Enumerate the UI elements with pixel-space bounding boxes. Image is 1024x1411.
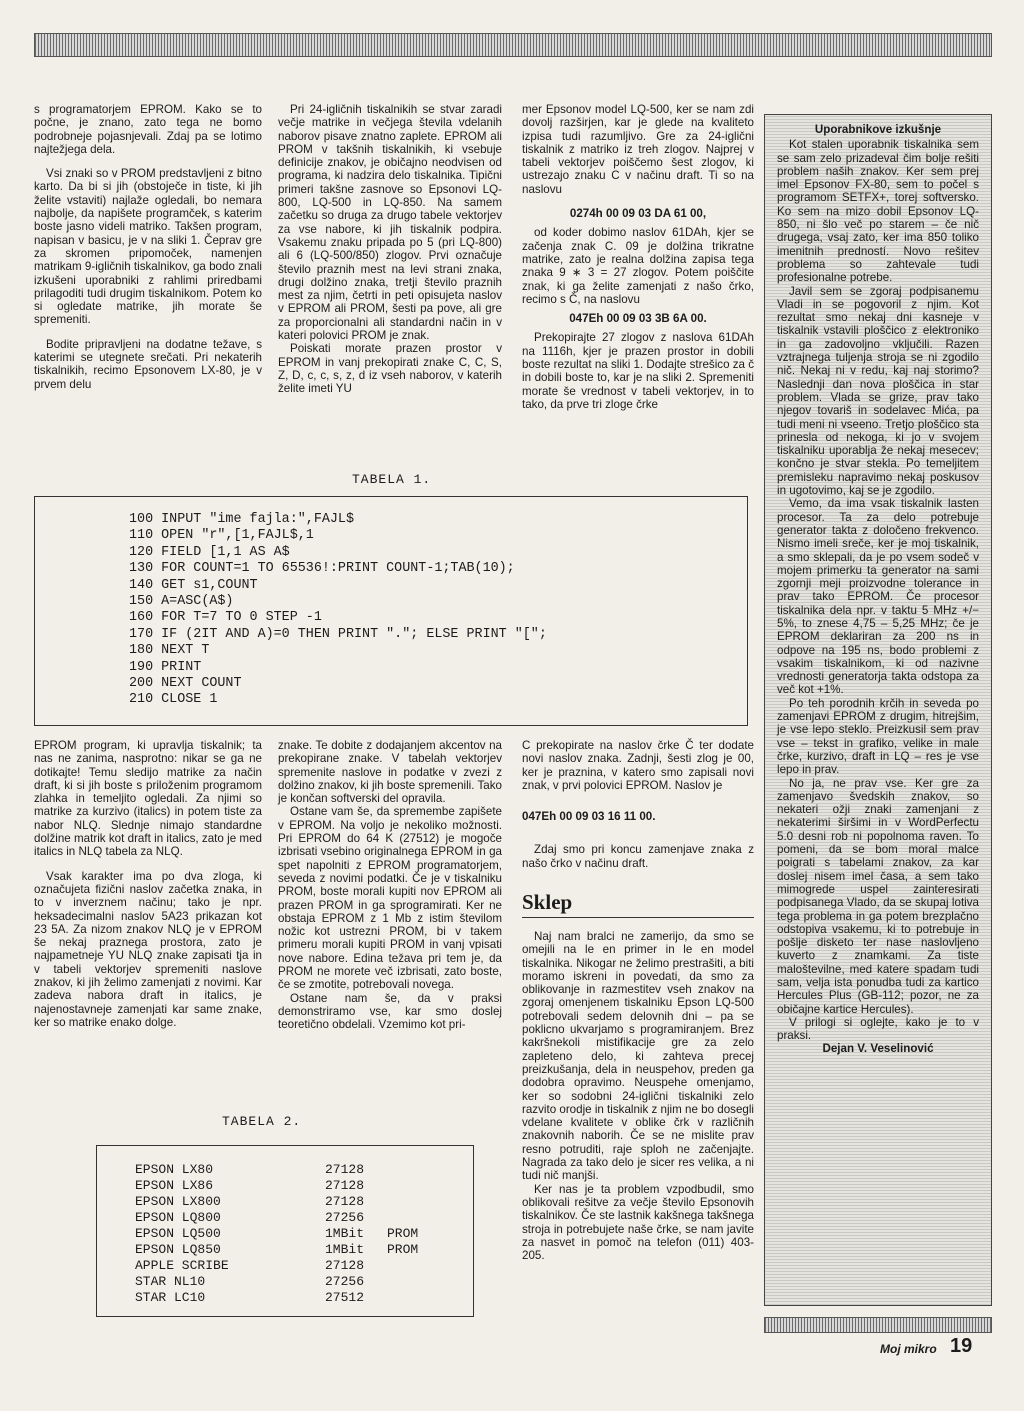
hex-code-line: 047Eh 00 09 03 3B 6A 00. — [569, 312, 707, 326]
code-line: 130 FOR COUNT=1 TO 65536!:PRINT COUNT-1;TAB(10); — [129, 561, 515, 577]
code-line: 120 FIELD [1,1 AS A$ — [129, 544, 290, 560]
basic-listing — [129, 512, 547, 709]
code-line: 110 OPEN "r",[1,FAJL$,1 — [129, 528, 314, 544]
sidebar-paragraph: Javil sem se zgoraj podpisanemu Vladi in se pogovoril z njim. Kot rezultat smo nekaj dni kasneje v tiskalnik vstavili ploščico z elektroniko in ga zadovoljno vključili. Razen vztrajnega tuljenja stroja se ni zgodilo nič. Nekaj ni v redu, kaj naj storimo? Naslednji dan nova ploščica in star problem. Vlada se grize, prav tako njegov tovariš in sodelavec Mića, pa tudi meni ni vseeno. Tretjo ploščico sta prinesla od nekoga, ki jo v svojem tiskalniku uporablja že nekaj mesecev; končno je stvar stekla. Po temeljitem premisleku napravimo nekaj poskusov in ugotovimo, kaj se je zgodilo. — [777, 284, 979, 498]
table-cell: PROM — [387, 1242, 419, 1257]
paragraph: od koder dobimo naslov 61DAh, kjer se začenja znak C. 09 je dolžina trikratne matrike, zato je realna dolžina zapisa tega znaka 9 ∗ 3 = 27 zlogov. Potem poiščite znak, ki ga želite zamenjati z našo črko, recimo s Č, na naslovu — [522, 226, 754, 306]
table-cell: 27512 — [325, 1290, 365, 1305]
sidebar-paragraph: V prilogi si oglejte, kako je to v praksi. — [777, 1015, 979, 1043]
table-cell: EPSON LQ800 — [135, 1210, 221, 1225]
hex-code-line: 0274h 00 09 03 DA 61 00, — [569, 207, 707, 221]
table-row — [135, 1242, 418, 1258]
column-3-bottom — [522, 739, 754, 870]
table-cell: 27128 — [325, 1194, 365, 1209]
table-row — [135, 1290, 418, 1306]
code-line: 100 INPUT "ime fajla:",FAJL$ — [129, 512, 354, 527]
sidebar-title: Uporabnikove izkušnje — [814, 123, 942, 136]
paragraph: Ostane nam še, da v praksi demonstriramo vse, kar smo doslej teoretično obdelali. Vzemimo kot pri- — [278, 991, 502, 1032]
table-row — [135, 1210, 418, 1226]
column-3-top — [522, 103, 754, 411]
table-cell — [387, 1178, 418, 1194]
table-cell: EPSON LX86 — [135, 1178, 214, 1193]
sidebar-signature: Dejan V. Veselinović — [822, 1042, 934, 1056]
table-cell: 27128 — [325, 1162, 365, 1177]
paragraph: mer Epsonov model LQ-500, ker se nam zdi dovolj razširjen, kar je glede na kvaliteto izpisa tudi razumljivo. Gre za 24-iglični tiskalnik z matriko iz treh zlogov. Najprej v tabeli vektorjev poiščemo šest zlogov, ki ustrezajo znaku C v načinu draft. Ti so na naslovu — [522, 103, 754, 196]
paragraph: s programatorjem EPROM. Kako se to počne, je znano, zato tega ne bomo podrobneje pojasnjevali. Zdaj pa se lotimo najtežjega dela. — [34, 103, 262, 156]
basic-listing-box — [34, 496, 748, 726]
table-row — [135, 1162, 418, 1178]
code-line: 170 IF (2IT AND A)=0 THEN PRINT "."; ELSE PRINT "["; — [129, 626, 547, 642]
code-line: 200 NEXT COUNT — [129, 676, 242, 692]
column-2-bottom — [278, 739, 502, 1032]
top-decorative-bar — [34, 33, 992, 57]
column-3-conclusion — [522, 930, 754, 1262]
sidebar-paragraph: Po teh porodnih krčih in sevedа po zamenjavi EPROM z drugim, hitrejšim, je vse lepo steklo. Preizkusil sem prav vse – tekst in grafiko, velike in male črke, kurzivo, draft in LQ – res je vse lepo in prav. — [777, 696, 979, 777]
eprom-table-box — [96, 1145, 474, 1317]
sidebar-paragraph: Vemo, da ima vsak tiskalnik lasten procesor. Ta za delo potrebuje generator takta z določeno frekvenco. Nismo imeli sreče, ker je moj tiskalnik, a smo sklepali, da je po vsem sodeč v mojem primerku ta generator na sami zgornji meji proizvodne tolerance in prav tako EPROM. Če procesor tiskalnika dela npr. v taktu 5 MHz +/− 5%, to znese 4,75 – 5,25 MHz; če je EPROM deklariran za 200 ns in odpove na 195 ns, bodo problemi z vsakim tiskalnikom, ki od nazivne vrednosti generatorja takta odstopa za več kot +1%. — [777, 497, 979, 697]
paragraph: znake. Te dobite z dodajanjem akcentov na prekopirane znake. V tabelah vektorjev spremenite naslove in podatke v zvezi z dolžino znakov, ki jih boste spremenili. Tako je končan softverski del opravila. — [278, 739, 502, 806]
table-cell — [387, 1274, 418, 1290]
paragraph: C prekopirate na naslov črke Č ter dodate novi naslov znaka. Zadnji, šesti zlog je 00, ker je praznina, v katero smo zapisali novi znak, v prvi polovici EPROM. Naslov je — [522, 739, 754, 792]
code-line: 150 A=ASC(A$) — [129, 594, 234, 610]
hex-code-line: 047Eh 00 09 03 16 11 00. — [522, 810, 656, 824]
table-cell: 27256 — [325, 1274, 365, 1289]
paragraph: Zdaj smo pri koncu zamenjave znaka z našo črko v načinu draft. — [522, 843, 754, 870]
table-cell: STAR NL10 — [135, 1274, 206, 1289]
table-cell: EPSON LQ850 — [135, 1242, 221, 1257]
table-cell — [387, 1162, 418, 1178]
sidebar-paragraph: Kot stalen uporabnik tiskalnika sem se sam zelo prizadeval čim bolje rešiti problem naših znakov. Ker sem prej imel Epsonov FX-80, sem to počel s programom SETFX+, torej softversko. Ko sem na mizo dobil Epsonov LQ-850, ni šlo več po starem – če nič drugega, vsaj zato, ker ima 850 toliko imenitnih predností. Novo rešitev problema so zahtevale tudi profesionalne potrebe. — [777, 138, 979, 285]
paragraph: Naj nam bralci ne zamerijo, da smo se omejili na le en primer in le en model tiskalnika. Nikogar ne želimo prestrašiti, a biti moramo iskreni in povedati, da smo za oblikovanje in razmestitev vseh znakov na zgoraj omenjenem tiskalniku Epson LQ-500 potrebovali sedem delovnih dni – pa se poklicno ukvarjamo s programiranjem. Brez kakršnekoli mistifikacije gre za zelo zapleteno delo, ki zahteva precej preizkušanja, dela in neuspehov, preden ga dodobra opravimo. Neuspehe omenjamo, ker so sodobni 24-iglični tiskalniki zelo razvito orodje in tiskalnik z njim ne bo dosegli vdelane kvalitete v oblike črk v različnih znakovnih naborih. Če se ne mislite prav resno potruditi, raje sploh ne začenjajte. Nagrada za tako delo je sicer res velika, a ni tudi nič manjši. — [522, 930, 754, 1183]
table-cell: 1MBit — [325, 1242, 365, 1257]
table-row — [135, 1178, 418, 1194]
table-row — [135, 1258, 418, 1274]
table-cell: PROM — [387, 1226, 419, 1241]
paragraph: Vsak karakter ima po dva zloga, ki označujeta fizični naslov začetka znaka, in to v inverznem načinu; tako je npr. heksadecimalni naslov 5A23 prikazan kot 23 5A. Za nizom znakov NLQ je v EPROM še nekaj praznega prostora, zato je najpametneje YU NLQ znake zapisati tja in v tabeli vektorjev spremeniti naslove znakov, ki jih želimo zamenjati z novimi. Kar zadeva nabora draft in italics, je najenostavneje zamenjati kar same znake, ker so matrike enako dolge. — [34, 869, 262, 1029]
table-cell — [387, 1290, 418, 1306]
table-cell: 27256 — [325, 1210, 365, 1225]
code-line: 180 NEXT T — [129, 643, 210, 659]
table-cell — [387, 1258, 418, 1274]
table-cell: APPLE SCRIBE — [135, 1258, 229, 1273]
table-row — [135, 1274, 418, 1290]
page-number: 19 — [950, 1335, 973, 1357]
code-line: 210 CLOSE 1 — [129, 692, 218, 708]
column-1-top — [34, 103, 262, 391]
sidebar-paragraph: No ja, ne prav vse. Ker gre za zamenjavo švedskih znakov, so nekateri ožji znaki zamenjani z nekaterimi širšimi in v WordPerfectu 5.0 desni rob ni popolnoma raven. To pomeni, da se bom moral malce poigrati s tabelami znakov, za kar doslej nisem imel časa, a sem tako mimogrede uspel zainteresirati podpisanega Vlado, da se skupaj lotiva tega problema in ga potem brezplačno odstopiva vsakemu, ki to potrebuje in pošlje disketo ter nase naslovljeno kuverto z znamkami. Za tiste maloštevilne, med katere spadam tudi sam, velja ista ponudba tudi za kartico Hercules Plus (GB-112; pozor, ne za običajne kartice Hercules). — [777, 776, 979, 1016]
table-cell: EPSON LX80 — [135, 1162, 214, 1177]
bottom-decorative-bar — [764, 1317, 992, 1333]
code-line: 190 PRINT — [129, 659, 202, 675]
column-1-bottom — [34, 739, 262, 1029]
paragraph: Ker nas je ta problem vzpodbudil, smo oblikovali rešitve za večje število Epsonovih tiskalnikov. Če ste lastnik kakšnega takšnega stroja in potrebujete naše črke, se nam javite za nasvet in pomoč na telefon (011) 403-205. — [522, 1182, 754, 1263]
code-line: 140 GET s1,COUNT — [129, 577, 258, 593]
table-cell: EPSON LX800 — [135, 1194, 221, 1209]
code-line: 160 FOR T=7 TO 0 STEP -1 — [129, 610, 322, 626]
eprom-table — [135, 1162, 418, 1306]
paragraph: Ostane vam še, da spremembe zapišete v EPROM. Na voljo je nekoliko možnosti. Pri EPROM do 64 K (27512) je mogoče izbrisati vsebino originalnega EPROM in ga spet napolniti z EPROM programatorjem, seveda z novimi podatki. Če je v tiskalniku PROM, boste morali kupiti nov EPROM ali prazen PROM in ga sprogramirati. Ker ne obstaja EPROM z 1 Mb z istim številom nožic kot ustrezni PROM, bi v takem primeru morali kupiti PROM in vanj vpisati nove nabore. Edina težava pri tem je, da PROM ne morete več izbrisati, zato boste, če se zmotite, potrebovali novega. — [278, 805, 502, 992]
heading-rule — [522, 917, 754, 918]
paragraph: Poiskati morate prazen prostor v EPROM in vanj prekopirati znake C, C, S, Z, D, c, c, s, z, d iz vseh naborov, v katerih želite imeti YU — [278, 342, 502, 396]
section-heading-sklep: Sklep — [522, 890, 573, 914]
paragraph: EPROM program, ki upravlja tiskalnik; ta nas ne zanima, nasprotno: nikar se ga ne dotikajte! Temu sledijo matrike za način draft, ki si jih boste s priloženim programom zlahka in temeljito ogledali. Za njimi so matrike za kurzivo (italics) in potem tiste za nabor NLQ. Slednje nimajo standardne dolžine matrik kot draft in italics, zato je med italics in NLQ tabela za NLQ. — [34, 739, 262, 859]
table-cell — [387, 1210, 418, 1226]
table-cell: 27128 — [325, 1258, 365, 1273]
table-cell: 27128 — [325, 1178, 365, 1193]
paragraph: Vsi znaki so v PROM predstavljeni z bitno karto. Da bi si jih (obstoječe in tiste, ki jih želite vstaviti) najlaže ogledali, bo nemara najbolje, da napišete programček, s katerim boste jasno videli matriko. Takšen program, napisan v basicu, je v na sliki 1. Čeprav gre za skromen pripomoček, namenjen matrikam 9-igličnih tiskalnikov, ga bodo znali izkušeni uporabniki z rahlimi priredbami prilagoditi tudi drugim tiskalnikom. Potem ko si ogledate matrike, jih morate še spremeniti. — [34, 167, 262, 327]
table-row — [135, 1226, 418, 1242]
table-cell — [387, 1194, 418, 1210]
table-1-title: TABELA 1. — [352, 472, 432, 487]
column-2-top — [278, 103, 502, 396]
sidebar-user-experience — [764, 114, 992, 1306]
table-2-title: TABELA 2. — [222, 1114, 302, 1129]
paragraph: Bodite pripravljeni na dodatne težave, s katerimi se utegnete srečati. Pri nekaterih tiskalnikih, recimo Epsonovem LX-80, je v prvem delu — [34, 337, 262, 391]
table-row — [135, 1194, 418, 1210]
paragraph: Pri 24-igličnih tiskalnikih se stvar zaradi večje matrike in večjega števila vdelanih naborov pisave znatno zaplete. EPROM ali PROM v takšnih tiskalnikih, ki vsebuje definicije znakov, je običajno neodvisen od programa, ki nadzira delo tiskalnika. Tipični primeri takšne zasnove so Epsonovi LQ-800, LQ-500 in LQ-850. Na samem začetku so druga za drugo tabele vektorjev za vse nabore, ki jih tiskalnik podpira. Vsakemu znaku pripada po 5 (pri LQ-800) ali 6 (LQ-500/850) zlogov. Prvi označuje število praznih mest na levi strani znaka, drugi dolžino znaka, tretji število praznih mest za njim, četrti in peti opisujeta naslov v EPROM ali PROM, šesti pa pove, ali gre za proporcionalni ali standardni način in v kateri polovici PROM je znak. — [278, 103, 502, 343]
table-cell: 1MBit — [325, 1226, 365, 1241]
table-cell: STAR LC10 — [135, 1290, 206, 1305]
paragraph: Prekopirajte 27 zlogov z naslova 61DAh na 1116h, kjer je prazen prostor in dobili boste rezultat na sliki 1. Dodajte strešico za č in dobili boste to, kar je na sliki 2. Spremeniti morate še vrednost v tabeli vektorjev, in to tako, da prve tri zloge črke — [522, 331, 754, 411]
magazine-name: Moj mikro — [880, 1342, 937, 1356]
table-cell: EPSON LQ500 — [135, 1226, 221, 1241]
